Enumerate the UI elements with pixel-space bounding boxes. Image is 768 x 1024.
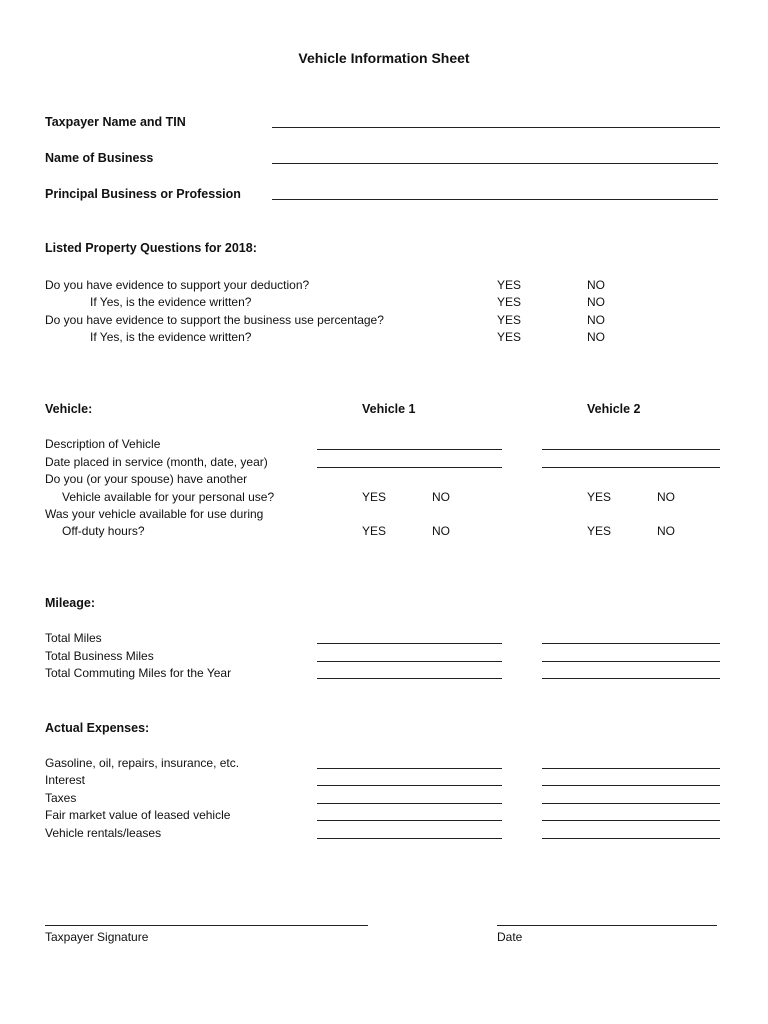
row-label: Taxes: [45, 791, 77, 805]
signature-label: Taxpayer Signature: [45, 930, 149, 944]
vehicle-2-heading: Vehicle 2: [587, 402, 641, 416]
row-label: Description of Vehicle: [45, 437, 161, 451]
row-label: Gasoline, oil, repairs, insurance, etc.: [45, 756, 240, 770]
business-name-field[interactable]: [272, 163, 718, 164]
yes-option[interactable]: YES: [362, 490, 387, 504]
vehicle-2-field[interactable]: [542, 838, 720, 839]
date-field[interactable]: [497, 925, 717, 926]
yes-option[interactable]: YES: [497, 313, 522, 327]
principal-business-label: Principal Business or Profession: [45, 187, 241, 201]
taxpayer-name-field[interactable]: [272, 127, 720, 128]
vehicle-2-field[interactable]: [542, 785, 720, 786]
date-label: Date: [497, 930, 523, 944]
page-title: Vehicle Information Sheet: [298, 50, 470, 66]
vehicle-heading: Vehicle:: [45, 402, 93, 416]
vehicle-2-field[interactable]: [542, 768, 720, 769]
row-label: Was your vehicle available for use during: [45, 507, 264, 521]
no-option[interactable]: NO: [432, 524, 450, 538]
row-label: Date placed in service (month, date, year): [45, 455, 268, 469]
vehicle-2-field[interactable]: [542, 820, 720, 821]
vehicle-1-field[interactable]: [317, 661, 502, 662]
no-option[interactable]: NO: [587, 313, 605, 327]
yes-option[interactable]: YES: [587, 490, 612, 504]
no-option[interactable]: NO: [657, 490, 675, 504]
vehicle-1-field[interactable]: [317, 643, 502, 644]
row-label: Vehicle rentals/leases: [45, 826, 162, 840]
vehicle-2-field[interactable]: [542, 661, 720, 662]
taxpayer-name-label: Taxpayer Name and TIN: [45, 115, 186, 129]
listed-property-heading: Listed Property Questions for 2018:: [45, 241, 257, 255]
row-label: Fair market value of leased vehicle: [45, 808, 231, 822]
no-option[interactable]: NO: [587, 295, 605, 309]
row-label: Interest: [45, 773, 86, 787]
vehicle-1-field[interactable]: [317, 467, 502, 468]
yes-option[interactable]: YES: [587, 524, 612, 538]
no-option[interactable]: NO: [657, 524, 675, 538]
vehicle-2-field[interactable]: [542, 643, 720, 644]
row-label: Do you (or your spouse) have another: [45, 472, 248, 486]
no-option[interactable]: NO: [587, 278, 605, 292]
vehicle-2-field[interactable]: [542, 678, 720, 679]
yes-option[interactable]: YES: [497, 278, 522, 292]
row-label: Vehicle available for your personal use?: [62, 490, 275, 504]
expenses-heading: Actual Expenses:: [45, 721, 150, 735]
vehicle-1-field[interactable]: [317, 768, 502, 769]
yes-option[interactable]: YES: [497, 295, 522, 309]
question-label: If Yes, is the evidence written?: [90, 330, 252, 344]
vehicle-1-field[interactable]: [317, 820, 502, 821]
vehicle-2-field[interactable]: [542, 467, 720, 468]
row-label: Total Business Miles: [45, 649, 154, 663]
yes-option[interactable]: YES: [497, 330, 522, 344]
vehicle-1-field[interactable]: [317, 785, 502, 786]
row-label: Total Commuting Miles for the Year: [45, 666, 232, 680]
vehicle-2-field[interactable]: [542, 803, 720, 804]
business-name-label: Name of Business: [45, 151, 154, 165]
no-option[interactable]: NO: [432, 490, 450, 504]
question-label: Do you have evidence to support the business use percentage?: [45, 313, 384, 327]
vehicle-2-field[interactable]: [542, 449, 720, 450]
question-label: If Yes, is the evidence written?: [90, 295, 252, 309]
question-label: Do you have evidence to support your deduction?: [45, 278, 310, 292]
row-label: Off-duty hours?: [62, 524, 145, 538]
row-label: Total Miles: [45, 631, 102, 645]
vehicle-1-field[interactable]: [317, 449, 502, 450]
yes-option[interactable]: YES: [362, 524, 387, 538]
signature-field[interactable]: [45, 925, 368, 926]
mileage-heading: Mileage:: [45, 596, 96, 610]
vehicle-1-heading: Vehicle 1: [362, 402, 416, 416]
vehicle-1-field[interactable]: [317, 678, 502, 679]
vehicle-1-field[interactable]: [317, 803, 502, 804]
principal-business-field[interactable]: [272, 199, 718, 200]
no-option[interactable]: NO: [587, 330, 605, 344]
vehicle-1-field[interactable]: [317, 838, 502, 839]
